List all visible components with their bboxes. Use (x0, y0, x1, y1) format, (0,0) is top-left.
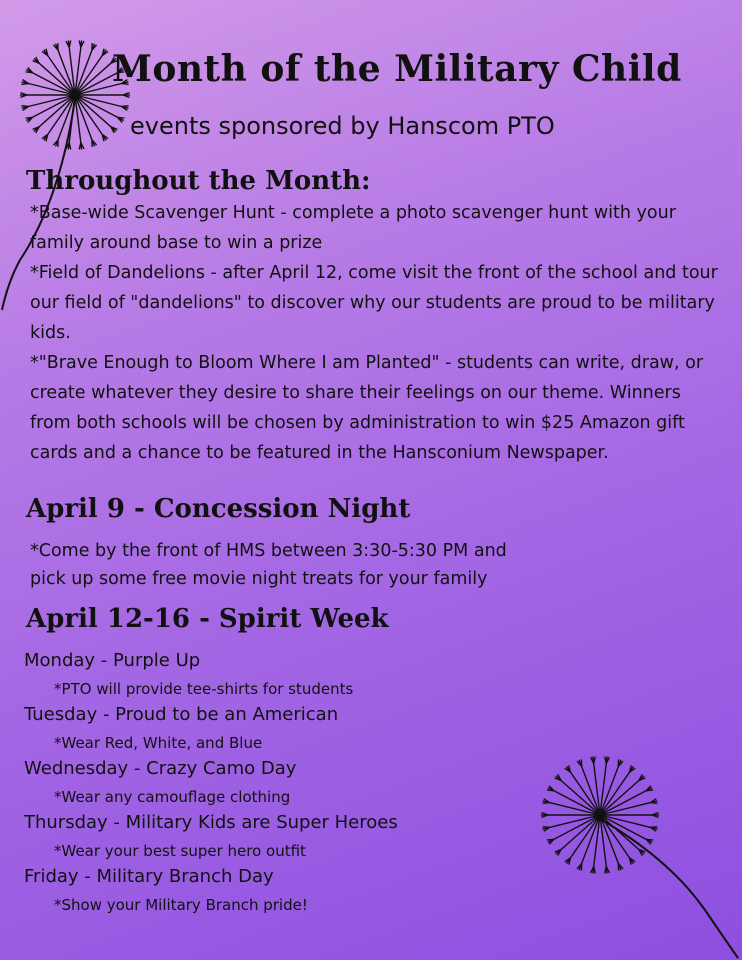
spirit-day-friday: Friday - Military Branch Day (24, 866, 274, 887)
spirit-note-thursday: *Wear your best super hero outfit (54, 842, 306, 860)
concession-heading: April 9 - Concession Night (26, 494, 411, 524)
page-title: Month of the Military Child (112, 48, 682, 90)
spirit-note-monday: *PTO will provide tee-shirts for students (54, 680, 354, 698)
throughout-heading: Throughout the Month: (26, 166, 371, 196)
concession-line-1: *Come by the front of HMS between 3:30-5:30 PM and (30, 541, 507, 561)
throughout-item-3: *"Brave Enough to Bloom Where I am Planted" - students can write, draw, or create whatever they desire to share their feelings on our theme. Winners from both schools will be chosen by administration to win $25 Amazon gift cards and a chance to be featured in the Hansconium Newspaper. (30, 353, 704, 463)
spirit-day-monday: Monday - Purple Up (24, 650, 201, 671)
dandelion-bottom-right-icon (470, 740, 742, 960)
throughout-item-2: *Field of Dandelions - after April 12, come visit the front of the school and tour our field of "dandelions" to discover why our students are proud to be military kids. (30, 263, 718, 343)
spirit-day-thursday: Thursday - Military Kids are Super Heroes (24, 812, 398, 833)
page-subtitle: events sponsored by Hanscom PTO (130, 112, 555, 140)
spirit-note-wednesday: *Wear any camouflage clothing (54, 788, 291, 806)
spirit-note-friday: *Show your Military Branch pride! (54, 896, 308, 914)
spirit-note-tuesday: *Wear Red, White, and Blue (54, 734, 263, 752)
throughout-item-1: *Base-wide Scavenger Hunt - complete a photo scavenger hunt with your family around base to win a prize (30, 203, 676, 253)
spirit-day-tuesday: Tuesday - Proud to be an American (24, 704, 339, 725)
spirit-week-heading: April 12-16 - Spirit Week (26, 604, 389, 634)
spirit-day-wednesday: Wednesday - Crazy Camo Day (24, 758, 297, 779)
concession-line-2: pick up some free movie night treats for your family (30, 569, 488, 589)
